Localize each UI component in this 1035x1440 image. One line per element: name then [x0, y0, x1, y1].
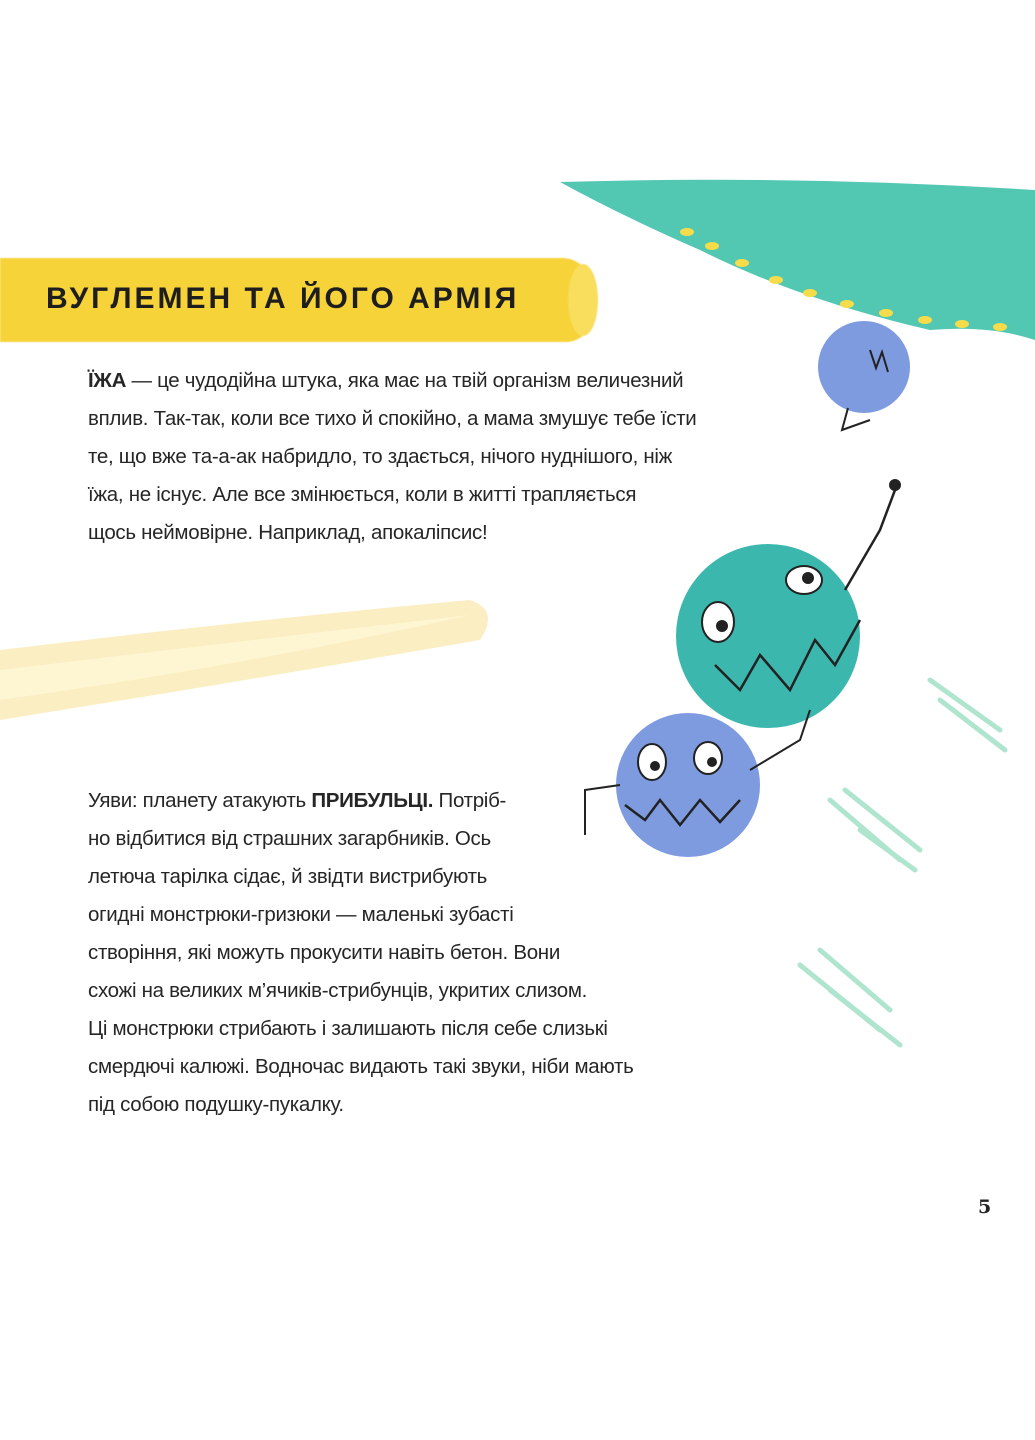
text-fragment: — це чудодійна штука, яка має на твій організм величезний [126, 369, 684, 392]
bold-term: ПРИБУЛЬЦІ. [311, 789, 434, 812]
motion-strokes [800, 680, 1005, 1045]
story-paragraph [88, 782, 634, 1124]
text-line [88, 782, 634, 820]
text-line: смердючі калюжі. Водночас видають такі звуки, ніби мають [88, 1055, 634, 1078]
bold-term: ЇЖА [88, 369, 127, 392]
text-line: вплив. Так-так, коли все тихо й спокійно, а мама змушує тебе їсти [88, 407, 697, 430]
text-line: летюча тарілка сідає, й звідти вистрибують [88, 865, 488, 888]
text-line: схожі на великих м’ячиків-стрибунців, укритих слизом. [88, 979, 588, 1002]
text-line: їжа, не існує. Але все змінюється, коли в житті трапляється [88, 483, 637, 506]
text-fragment: Потріб- [433, 789, 507, 812]
ufo-swoosh [560, 180, 1035, 340]
text-line: щось неймовірне. Наприклад, апокаліпсис! [88, 521, 488, 544]
big-teal-monster [676, 479, 901, 728]
text-line: створіння, які можуть прокусити навіть бетон. Вони [88, 941, 560, 964]
text-line: під собою подушку-пукалку. [88, 1093, 344, 1116]
text-line: огидні монстрюки-гризюки — маленькі зубасті [88, 903, 514, 926]
text-line: те, що вже та-а-ак набридло, то здається, нічого нуднішого, ніж [88, 445, 673, 468]
text-line: но відбитися від страшних загарбників. Ось [88, 827, 491, 850]
text-line [88, 362, 696, 400]
small-monster [818, 321, 910, 430]
chapter-heading: ВУГЛЕМЕН ТА ЙОГО АРМІЯ [46, 282, 520, 315]
text-fragment: Уяви: планету атакують [88, 789, 312, 812]
intro-paragraph [88, 362, 696, 552]
page-number: 5 [978, 1196, 992, 1218]
text-line: Ці монстрюки стрибають і залишають після себе слизькі [88, 1017, 608, 1040]
